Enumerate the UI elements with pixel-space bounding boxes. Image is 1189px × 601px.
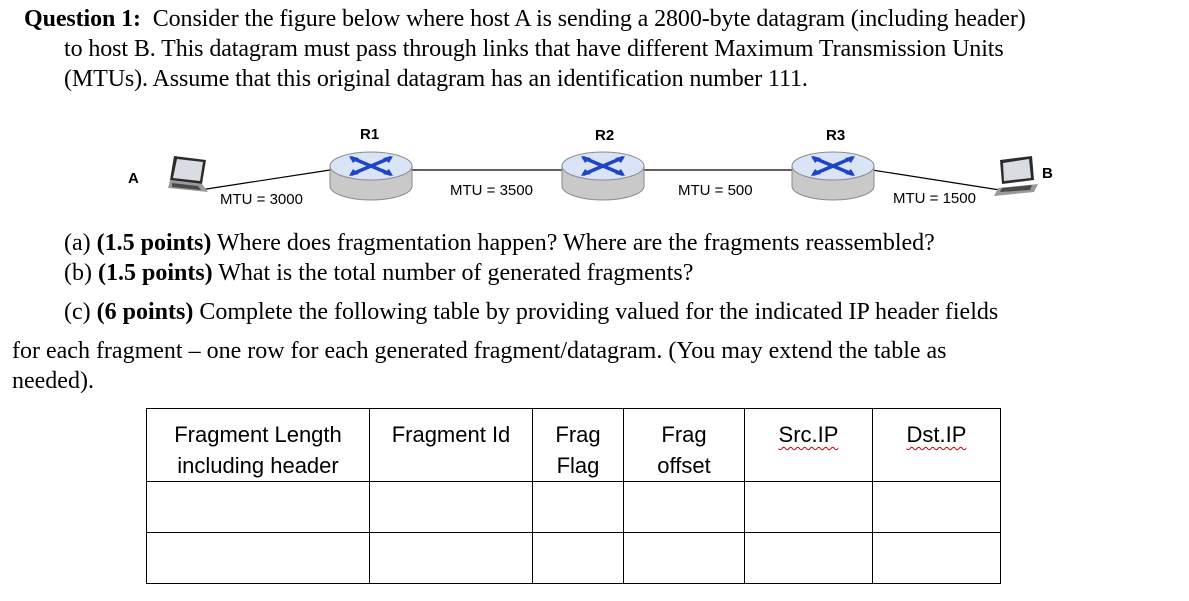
column-header-fragment-id	[370, 409, 533, 482]
column-header-line: Flag	[556, 453, 600, 478]
table-cell[interactable]	[533, 482, 624, 533]
column-header-line: Frag	[555, 422, 601, 447]
router-icon-r1	[330, 152, 412, 200]
fragment-table	[146, 408, 1001, 584]
column-header-frag-offset	[624, 409, 745, 482]
question-line-1: Consider the figure below where host A is sending a 2800-byte datagram (including header)	[152, 6, 1026, 32]
router-r3-label: R3	[826, 127, 846, 144]
part-b-points: (1.5 points)	[97, 260, 213, 286]
part-a	[64, 228, 935, 258]
column-header-line: including header	[177, 453, 339, 478]
part-a-text: Where does fragmentation happen? Where are the fragments reassembled?	[216, 230, 935, 256]
question-line-3: (MTUs). Assume that this original datagram has an identification number 111.	[64, 66, 808, 92]
router-r1-label: R1	[360, 126, 380, 143]
laptop-icon-host-a	[168, 156, 208, 192]
table-cell[interactable]	[873, 482, 1001, 533]
table-cell[interactable]	[624, 482, 745, 533]
table-cell[interactable]	[370, 533, 533, 584]
router-icon-r2	[562, 152, 644, 200]
link-mtu-r1-r2: MTU = 3500	[450, 182, 533, 199]
network-diagram	[0, 110, 1189, 220]
part-a-points: (1.5 points)	[96, 230, 212, 256]
link-mtu-r2-r3: MTU = 500	[678, 182, 753, 199]
table-cell[interactable]	[147, 533, 370, 584]
question-label: Question 1:	[24, 6, 141, 32]
part-b	[64, 258, 693, 288]
table-row	[147, 482, 1001, 533]
host-b-label: B	[1042, 165, 1053, 182]
table-cell[interactable]	[370, 482, 533, 533]
column-header-line: Fragment Length	[174, 422, 342, 447]
question-line-2: to host B. This datagram must pass through links that have different Maximum Transmission Units	[64, 36, 1004, 62]
column-header-dst-ip	[873, 409, 1001, 482]
link-a-r1	[200, 170, 330, 190]
part-b-prefix: (b)	[64, 260, 92, 286]
link-mtu-r3-b: MTU = 1500	[893, 190, 976, 207]
host-a-label: A	[128, 170, 139, 187]
router-icon-r3	[792, 152, 874, 200]
part-c-text-line-1: Complete the following table by providing valued for the indicated IP header fields	[199, 299, 999, 325]
column-header-line: Src.IP	[778, 422, 839, 447]
part-c-points: (6 points)	[96, 299, 194, 325]
question-text	[24, 4, 1174, 94]
table-cell[interactable]	[533, 533, 624, 584]
link-r3-b	[872, 170, 1000, 190]
column-header-line: Frag	[661, 422, 707, 447]
part-a-prefix: (a)	[64, 230, 91, 256]
column-header-fragment-length	[147, 409, 370, 482]
laptop-icon-host-b	[994, 156, 1038, 196]
part-c-prefix: (c)	[64, 299, 91, 325]
table-cell[interactable]	[873, 533, 1001, 584]
table-cell[interactable]	[624, 533, 745, 584]
column-header-frag-flag	[533, 409, 624, 482]
table-cell[interactable]	[147, 482, 370, 533]
part-c	[64, 297, 998, 327]
column-header-src-ip	[745, 409, 873, 482]
table-row	[147, 533, 1001, 584]
part-c-text-line-3: needed).	[12, 368, 94, 394]
part-b-text: What is the total number of generated fragments?	[218, 260, 694, 286]
link-mtu-a-r1: MTU = 3000	[220, 191, 303, 208]
table-header-row	[147, 409, 1001, 482]
column-header-line: Fragment Id	[391, 422, 511, 447]
router-r2-label: R2	[595, 127, 615, 144]
table-cell[interactable]	[745, 482, 873, 533]
part-c-continuation	[12, 336, 1092, 396]
column-header-line: offset	[657, 453, 711, 478]
part-c-text-line-2: for each fragment – one row for each generated fragment/datagram. (You may extend the table as	[12, 338, 947, 364]
column-header-line: Dst.IP	[906, 422, 967, 447]
table-cell[interactable]	[745, 533, 873, 584]
